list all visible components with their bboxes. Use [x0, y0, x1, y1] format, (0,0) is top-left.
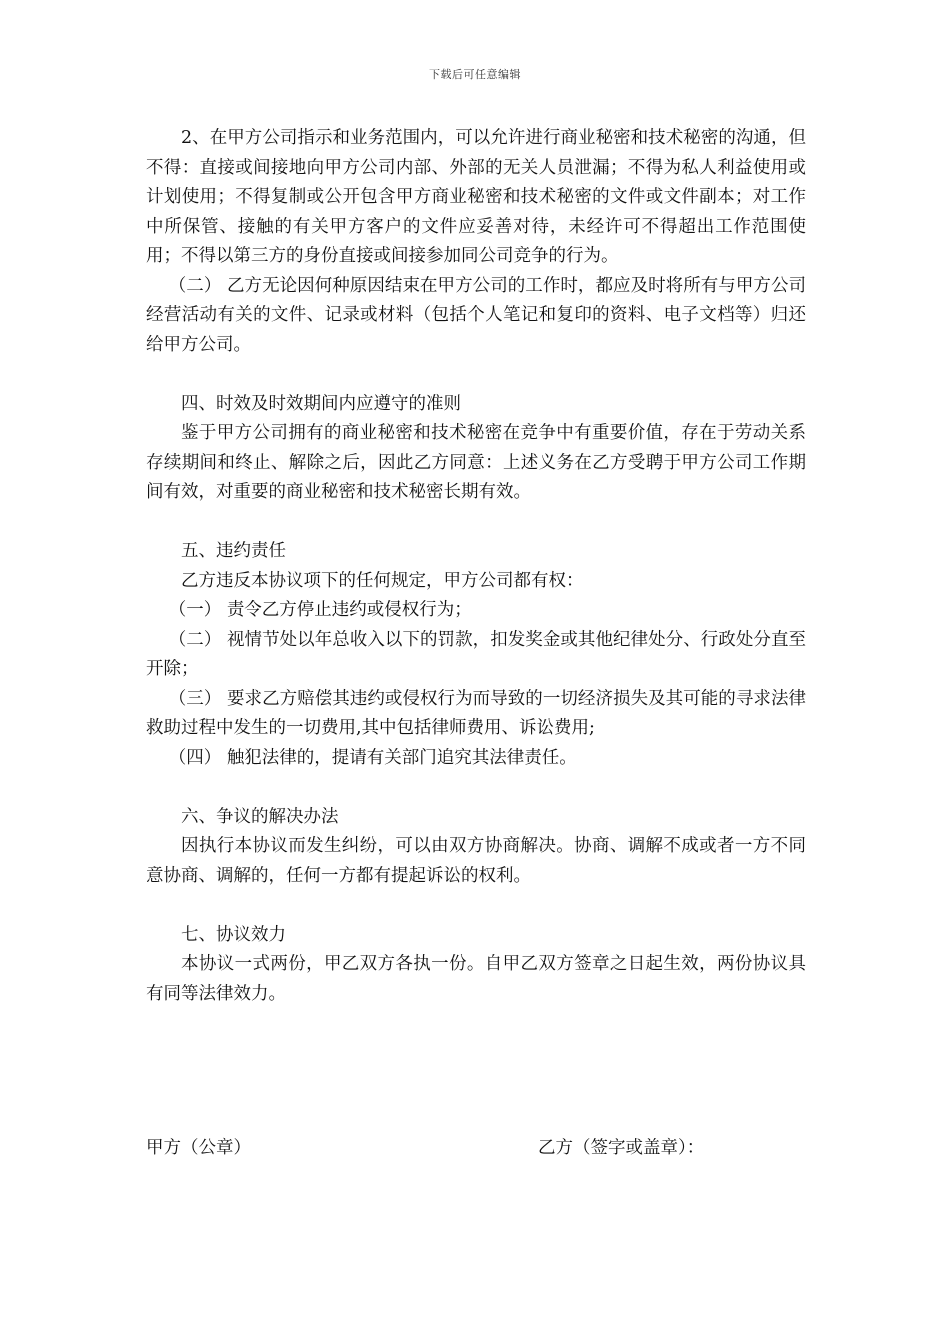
spacer — [146, 508, 806, 538]
party-b-signature-label: 乙方（签字或盖章）： — [538, 1138, 705, 1158]
paragraph-effect: 本协议一式两份，甲乙双方各执一份。自甲乙双方签章之日起生效，两份协议具有同等法律效力。 — [146, 954, 806, 1004]
section-heading-liability: 五、违约责任 — [181, 541, 286, 561]
paragraph-liability-intro: 乙方违反本协议项下的任何规定，甲方公司都有权： — [181, 570, 584, 591]
section-heading-effect: 七、协议效力 — [181, 924, 286, 945]
liability-item-1: （一） 责令乙方停止违约或侵权行为； — [168, 600, 472, 620]
paragraph-validity: 鉴于甲方公司拥有的商业秘密和技术秘密在竞争中有重要价值，存在于劳动关系存续期间和终止、解除之后，因此乙方同意：上述义务在乙方受聘于甲方公司工作期间有效，对重要的商业秘密和技术秘密长期有效。 — [146, 423, 806, 502]
paragraph-dispute: 因执行本协议而发生纠纷，可以由双方协商解决。协商、调解不成或者一方不同意协商、调解的，任何一方都有提起诉讼的权利。 — [146, 836, 806, 886]
section-heading-dispute: 六、争议的解决办法 — [181, 806, 339, 827]
paragraph-confidentiality-rules: 2、在甲方公司指示和业务范围内，可以允许进行商业秘密和技术秘密的沟通，但不得：直接或间接地向甲方公司内部、外部的无关人员泄漏；不得为私人利益使用或计划使用；不得复制或公开包含甲方商业秘密和技术秘密的文件或文件副本；对工作中所保管、接触的有关甲方客户的文件应妥善对待，未经许可不得超出工作范围使用；不得以第三方的身份直接或间接参加同公司竞争的行为。 — [146, 128, 806, 266]
party-a-signature-label: 甲方（公章） — [146, 1138, 251, 1158]
liability-item-2: （二） 视情节处以年总收入以下的罚款，扣发奖金或其他纪律处分、行政处分直至开除； — [146, 629, 806, 679]
paragraph-return-materials: （二） 乙方无论因何种原因结束在甲方公司的工作时，都应及时将所有与甲方公司经营活动有关的文件、记录或材料（包括个人笔记和复印的资料、电子文档等）归还给甲方公司。 — [146, 275, 806, 355]
spacer — [146, 360, 806, 390]
liability-item-3: （三） 要求乙方赔偿其违约或侵权行为而导致的一切经济损失及其可能的寻求法律救助过程中发生的一切费用,其中包括律师费用、诉讼费用; — [146, 688, 806, 738]
section-heading-validity: 四、时效及时效期间内应遵守的准则 — [181, 393, 461, 414]
spacer — [146, 773, 806, 803]
liability-item-4: （四） 触犯法律的，提请有关部门追究其法律责任。 — [168, 747, 577, 768]
page-header-note: 下载后可任意编辑 — [429, 68, 521, 81]
spacer — [146, 891, 806, 921]
document-body — [146, 124, 806, 1009]
